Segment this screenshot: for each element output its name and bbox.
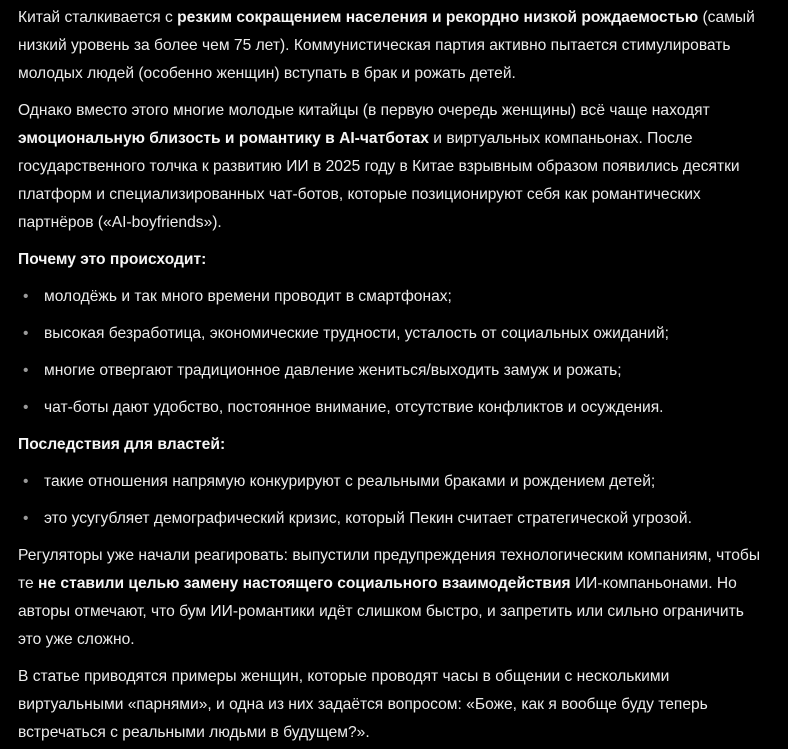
paragraph-chatbots (18, 97, 770, 237)
bullet-icon: • (23, 362, 29, 379)
text-segment: Регуляторы уже начали реагировать: выпустили предупреждения технологическим компаниям, чтобы те (18, 547, 761, 592)
list-item-text: это усугубляет демографический кризис, который Пекин считает стратегической угрозой. (44, 510, 692, 527)
bold-segment: эмоциональную близость и романтику в AI-чатботах (18, 130, 429, 147)
text-segment: и виртуальных компаньонах. После государственного толчка к развитию ИИ в 2025 году в Китае взрывным образом появились десятки платформ и специализированных чат-ботов, которые позиционируют себя как романтических партнёров («AI-boyfriends»). (18, 130, 740, 231)
list-why (18, 283, 770, 422)
list-item (18, 283, 770, 311)
list-item (18, 320, 770, 348)
bullet-icon: • (23, 288, 29, 305)
bold-segment: не ставили целью замену настоящего социального взаимодействия (37, 575, 571, 592)
heading-why: Почему это происходит: (18, 251, 207, 268)
list-item (18, 357, 770, 385)
text-segment: Китай сталкивается с (18, 9, 178, 26)
list-item-text: молодёжь и так много времени проводит в смартфонах; (44, 288, 452, 305)
list-item (18, 468, 770, 496)
text-segment: (самый низкий уровень за более чем 75 лет). Коммунистическая партия активно пытается стимулировать молодых людей (особенно женщин) вступать в брак и рожать детей. (18, 9, 755, 82)
list-item-text: такие отношения напрямую конкурируют с реальными браками и рождением детей; (44, 473, 656, 490)
bullet-icon: • (23, 325, 29, 342)
text-segment: Однако вместо этого многие молодые китайцы (в первую очередь женщины) всё чаще находят (18, 102, 710, 119)
paragraph-examples: В статье приводятся примеры женщин, которые проводят часы в общении с несколькими виртуальными «парнями», и одна из них задаётся вопросом: «Боже, как я вообще буду теперь встречаться с реальными людьми в будущем?». (18, 668, 708, 741)
bold-segment: резким сокращением населения и рекордно низкой рождаемостью (177, 9, 699, 26)
list-item-text: чат-боты дают удобство, постоянное внимание, отсутствие конфликтов и осуждения. (44, 399, 664, 416)
list-item-text: высокая безработица, экономические трудности, усталость от социальных ожиданий; (44, 325, 669, 342)
list-item (18, 505, 770, 533)
bullet-icon: • (23, 399, 29, 416)
bullet-icon: • (23, 510, 29, 527)
text-segment: ИИ-компаньонами. Но авторы отмечают, что бум ИИ-романтики идёт слишком быстро, и запретить или сильно ограничить это уже сложно. (18, 575, 744, 648)
list-item-text: многие отвергают традиционное давление жениться/выходить замуж и рожать; (44, 362, 622, 379)
heading-consequences: Последствия для властей: (18, 436, 226, 453)
bullet-icon: • (23, 473, 29, 490)
paragraph-intro (18, 4, 770, 88)
list-item (18, 394, 770, 422)
list-consequences (18, 468, 770, 533)
paragraph-regulators (18, 542, 770, 654)
